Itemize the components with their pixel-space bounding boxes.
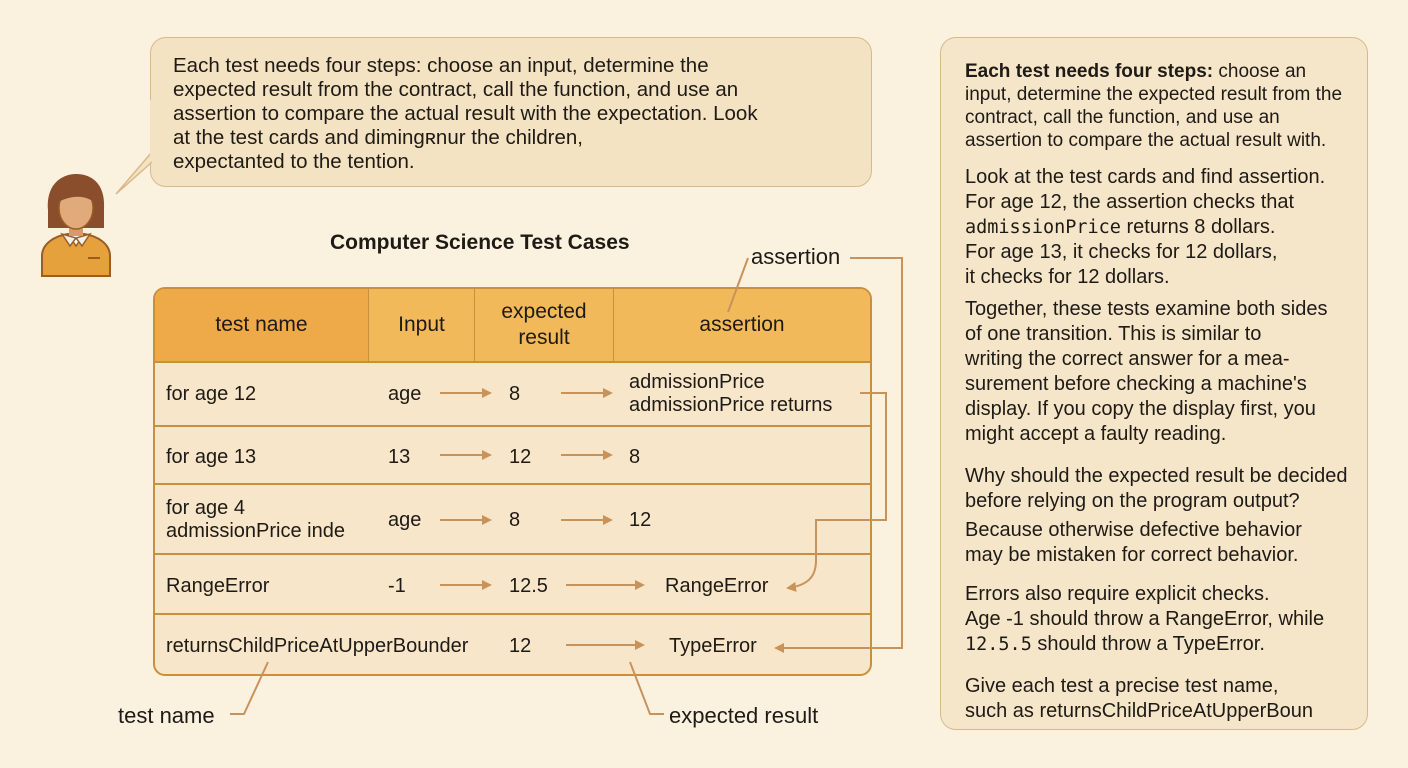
table-row [155,485,870,555]
intro-paragraph [965,60,1342,152]
assertion-cell: RangeError [665,575,769,597]
test-name-cell-line2: admissionPrice inde [166,520,345,542]
table-header [155,289,870,363]
input-cell: 13 [388,446,411,468]
input-cell: age [388,383,422,405]
explanation-panel [940,37,1368,730]
intro-text: choose an [1213,61,1307,82]
text-line: Why should the expected result be decided [965,465,1348,487]
test-name-cell: returnsChildPriceAtUpperBounder [166,635,469,657]
text-line: Age -1 should throw a RangeError, while [965,608,1325,630]
teacher-icon [34,172,118,278]
text-line: before relying on the program output? [965,490,1300,512]
input-cell: 12 [509,635,532,657]
text-line: Give each test a precise test name, [965,675,1279,697]
table-row [155,555,870,615]
expected-cell: 12 [509,446,532,468]
text-line: might accept a faulty reading. [965,423,1227,445]
intro-bold: Each test needs four steps: [965,61,1214,82]
intro-line: input, determine the expected result from the [965,84,1343,105]
text-line: Because otherwise defective behavior [965,519,1302,541]
input-cell: -1 [388,575,406,597]
bubble-line: at the test cards and dimingʀnur the children, [173,126,583,149]
column-header: test name [155,289,369,361]
question-paragraph [965,464,1347,514]
intro-line: contract, call the function, and use an [965,107,1280,128]
text-line: surement before checking a machine's [965,373,1307,395]
assertion-cell-line2: admissionPrice returns [629,394,833,416]
assertion-cell: 12 [629,509,652,531]
text-line: writing the correct answer for a mea- [965,348,1290,370]
expected-cell: 8 [509,509,521,531]
expected-cell: 12.5 [509,575,548,597]
test-case-table [153,287,872,676]
naming-paragraph [965,674,1313,724]
assertion-cell: 8 [629,446,641,468]
code-text: 12.5.5 [965,634,1032,655]
text-line: returns 8 dollars. [1120,216,1276,238]
text-line: of one transition. This is similar to [965,323,1262,345]
table-row [155,427,870,485]
text-line: such as returnsChildPriceAtUpperBoun [965,700,1313,722]
together-paragraph [965,297,1327,447]
bubble-line: expectanted to the tention. [173,150,415,173]
column-header: Input [369,289,475,361]
text-line: Together, these tests examine both sides [965,298,1328,320]
assertion-cell: TypeError [669,635,757,657]
table-row [155,615,870,676]
answer-paragraph [965,518,1302,568]
bubble-line: Each test needs four steps: choose an input, determine the [173,54,709,77]
test-name-cell: for age 12 [166,383,257,405]
text-line: may be mistaken for correct behavior. [965,544,1299,566]
column-header-label: expected result [501,300,587,349]
code-text: admissionPrice [965,217,1121,238]
callout-assertion: assertion [751,244,841,269]
table-row [155,361,870,427]
text-line: display. If you copy the display first, you [965,398,1316,420]
text-line: For age 13, it checks for 12 dollars, [965,241,1278,263]
callout-expected-result: expected result [669,703,819,728]
speech-bubble [150,37,872,187]
text-line: should throw a TypeError. [1031,633,1265,655]
column-header [475,289,614,361]
text-line: it checks for 12 dollars. [965,266,1170,288]
intro-line: assertion to compare the actual result with. [965,130,1327,151]
callout-test-name: test name [118,703,215,728]
speech-bubble-tail [112,100,156,196]
diagram-title: Computer Science Test Cases [330,231,630,254]
assertion-cell: admissionPrice [629,371,765,393]
text-line: Errors also require explicit checks. [965,583,1270,605]
test-name-cell: for age 13 [166,446,257,468]
test-name-cell: for age 4 [166,497,245,519]
test-name-cell: RangeError [166,575,270,597]
text-line: Look at the test cards and find assertion. [965,166,1326,188]
errors-paragraph [965,582,1324,657]
text-line: For age 12, the assertion checks that [965,191,1295,213]
column-header: assertion [699,313,785,336]
bubble-line: assertion to compare the actual result with the expectation. Look [173,102,758,125]
input-cell: age [388,509,422,531]
expected-cell: 8 [509,383,521,405]
bubble-line: expected result from the contract, call the function, and use an [173,78,739,101]
assertion-paragraph [965,165,1325,290]
